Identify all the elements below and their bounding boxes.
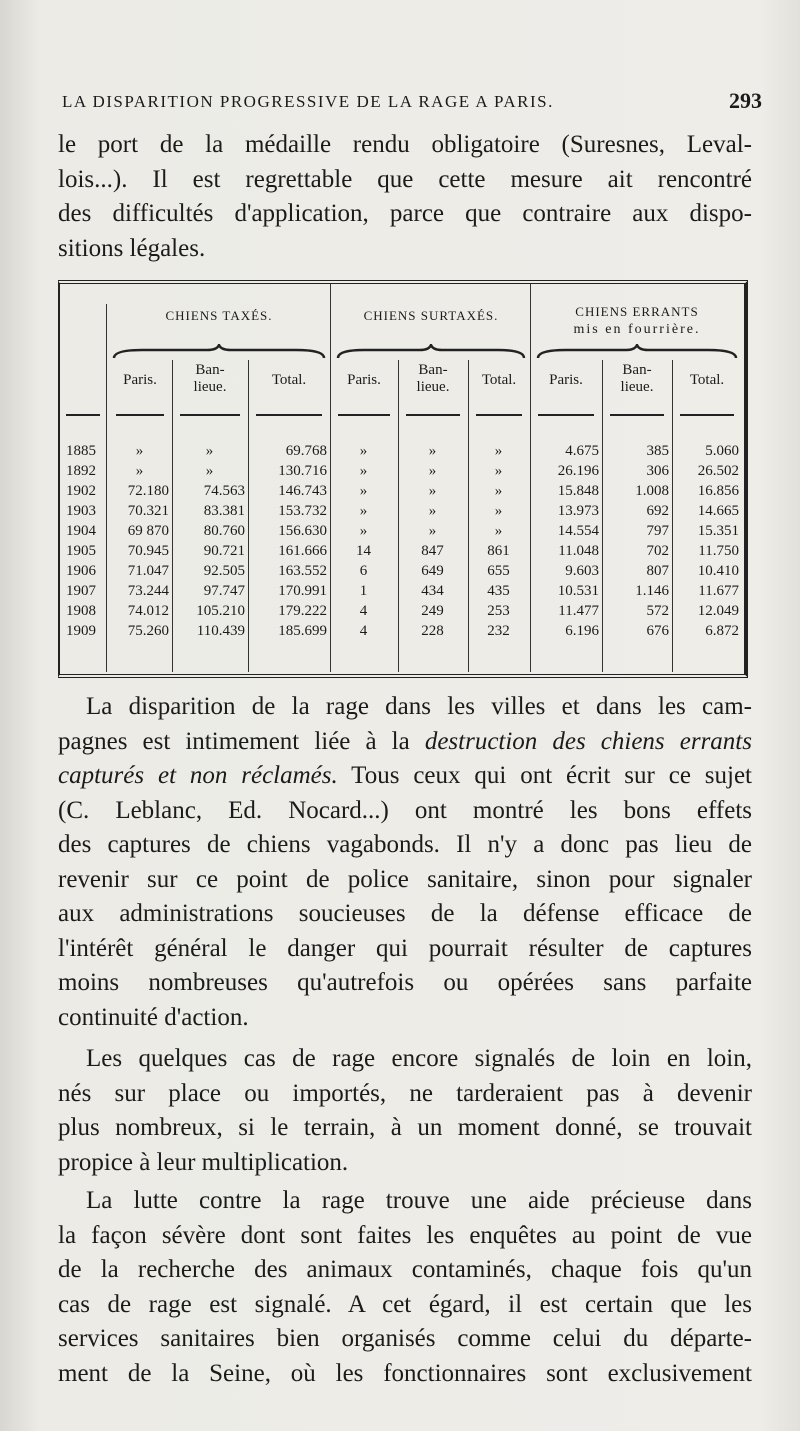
- data-cell: 14: [356, 543, 371, 559]
- data-cell: 847: [421, 543, 444, 559]
- text-line: le port de la médaille rendu obligatoire (Suresnes, Leval-: [58, 131, 752, 158]
- group-header-taxed: CHIENS TAXÉS.: [165, 308, 273, 323]
- text-line: [58, 725, 752, 760]
- data-cell: 83.381: [203, 503, 245, 519]
- paragraph-investigations: [58, 1184, 752, 1391]
- text-line: (C. Leblanc, Ed. Nocard...) ont montré les bons effets: [58, 796, 752, 824]
- data-cell: 676: [646, 623, 669, 639]
- data-cell: »: [359, 463, 368, 479]
- header-rule: [538, 414, 594, 416]
- text-run: Tous ceux qui ont écrit sur ce sujet: [337, 762, 753, 789]
- text-line: aux administrations soucieuses de la défense efficace de: [58, 900, 752, 927]
- data-cell: »: [359, 523, 368, 539]
- text-line: ment de la Seine, où les fonctionnaires sont exclusivement: [58, 1359, 752, 1387]
- data-cell: »: [494, 483, 503, 499]
- data-cell: »: [205, 443, 214, 459]
- data-cell: 4.675: [565, 443, 599, 459]
- text-line: moins nombreuses qu'autrefois ou opérées sans parfaite: [58, 969, 752, 996]
- data-cell: 306: [646, 463, 669, 479]
- data-cell: 655: [487, 563, 510, 579]
- text-line: sitions légales.: [58, 234, 206, 262]
- header-rule: [680, 414, 734, 416]
- data-cell: 1: [359, 583, 368, 599]
- data-cell: 232: [487, 623, 510, 639]
- text-line: la façon sévère dont sont faites les enquêtes au point de vue: [58, 1221, 752, 1249]
- text-line: services sanitaires bien organisés comme celui du départe-: [58, 1325, 752, 1352]
- year-cell: 1905: [66, 543, 96, 559]
- column-rule: [468, 360, 469, 672]
- header-rule: [610, 414, 664, 416]
- data-cell: 80.760: [203, 523, 245, 539]
- emphasis-text: destruction des chiens errants: [424, 727, 752, 755]
- data-cell: 572: [646, 603, 669, 619]
- data-cell: 434: [421, 583, 444, 599]
- text-line: revenir sur ce point de police sanitaire, sinon pour signaler: [58, 865, 752, 893]
- column-rule: [172, 360, 173, 672]
- column-header: Total.: [481, 372, 517, 388]
- group-header-stray: CHIENS ERRANTS: [575, 304, 699, 319]
- column-header: Total.: [271, 372, 307, 388]
- data-cell: 26.196: [557, 463, 599, 479]
- data-cell: »: [359, 483, 368, 499]
- header-rule: [180, 414, 240, 416]
- text-line: des captures de chiens vagabonds. Il n'y a donc pas lieu de: [58, 831, 752, 858]
- data-cell: 72.180: [127, 483, 169, 499]
- emphasis-text: capturés et non réclamés.: [58, 762, 338, 789]
- data-cell: 26.502: [697, 463, 739, 479]
- data-cell: 153.732: [278, 503, 327, 519]
- data-cell: 73.244: [127, 583, 169, 599]
- data-cell: 249: [421, 603, 444, 619]
- text-line: cas de rage est signalé. A cet égard, il est certain que les: [58, 1290, 752, 1318]
- column-header: Total.: [689, 372, 725, 388]
- data-cell: 130.716: [278, 463, 327, 479]
- data-cell: »: [135, 443, 144, 459]
- data-cell: 69 870: [127, 523, 169, 539]
- data-cell: 807: [646, 563, 669, 579]
- data-cell: 74.012: [127, 603, 169, 619]
- data-cell: 10.531: [557, 583, 599, 599]
- data-cell: 692: [646, 503, 669, 519]
- data-cell: 15.848: [557, 483, 599, 499]
- data-cell: »: [428, 443, 437, 459]
- data-cell: 156.630: [278, 523, 327, 539]
- data-cell: 70.945: [127, 543, 169, 559]
- data-cell: 1.008: [635, 483, 669, 499]
- year-cell: 1904: [66, 523, 96, 539]
- column-rule: [330, 284, 331, 672]
- data-cell: 385: [646, 443, 669, 459]
- data-cell: »: [359, 443, 368, 459]
- data-cell: »: [205, 463, 214, 479]
- data-cell: 163.552: [278, 563, 327, 579]
- dog-statistics-table: [58, 280, 748, 678]
- text-line: propice à leur multiplication.: [58, 1148, 349, 1176]
- text-line: nés sur place ou importés, ne tarderaient pas à devenir: [58, 1079, 752, 1107]
- data-cell: 70.321: [127, 503, 169, 519]
- column-header: Ban- lieue.: [620, 362, 654, 395]
- header-rule: [476, 414, 522, 416]
- year-cell: 1903: [66, 503, 96, 519]
- data-cell: 92.505: [203, 563, 245, 579]
- group-brace: [112, 344, 326, 360]
- column-rule: [530, 284, 531, 672]
- year-cell: 1906: [66, 563, 96, 579]
- year-cell: 1902: [66, 483, 96, 499]
- column-rule: [248, 360, 249, 672]
- header-rule: [116, 414, 164, 416]
- text-line: lois...). Il est regrettable que cette mesure ait rencontré: [58, 165, 752, 193]
- data-cell: 16.856: [697, 483, 739, 499]
- header-rule: [66, 414, 100, 416]
- intro-paragraph: [58, 128, 752, 266]
- data-cell: 4: [359, 603, 368, 619]
- data-cell: »: [494, 443, 503, 459]
- header-rule: [256, 414, 322, 416]
- text-line: de la recherche des animaux contaminés, chaque fois qu'un: [58, 1256, 752, 1283]
- data-cell: 185.699: [278, 623, 327, 639]
- paragraph-dog-captures: [58, 690, 752, 1035]
- data-cell: 110.439: [196, 623, 245, 639]
- data-cell: 6.196: [565, 623, 599, 639]
- data-cell: 146.743: [278, 483, 327, 499]
- data-cell: 97.747: [203, 583, 245, 599]
- text-line: La disparition de la rage dans les villes et dans les cam-: [86, 693, 752, 720]
- text-line: l'intérêt général le danger qui pourrait résulter de captures: [58, 934, 752, 962]
- running-title: LA DISPARITION PROGRESSIVE DE LA RAGE A PARIS.: [62, 92, 554, 111]
- column-header: Paris.: [347, 372, 381, 388]
- text-line: des difficultés d'application, parce que contraire aux dispo-: [58, 200, 752, 227]
- running-header: [62, 88, 762, 118]
- data-cell: 12.049: [697, 603, 739, 619]
- data-cell: 9.603: [565, 563, 599, 579]
- data-cell: 14.554: [557, 523, 599, 539]
- data-cell: 170.991: [278, 583, 327, 599]
- data-cell: 797: [646, 523, 669, 539]
- header-rule: [406, 414, 460, 416]
- data-cell: 90.721: [203, 543, 245, 559]
- data-cell: »: [494, 503, 503, 519]
- data-cell: 702: [646, 543, 669, 559]
- data-cell: »: [359, 503, 368, 519]
- data-cell: 228: [421, 623, 444, 639]
- page-number: 293: [729, 88, 762, 113]
- data-cell: 6: [359, 563, 368, 579]
- paragraph-rabies-cases: [58, 1042, 752, 1180]
- data-cell: 161.666: [278, 543, 327, 559]
- header-rule: [338, 414, 390, 416]
- group-brace: [336, 344, 526, 360]
- year-cell: 1907: [66, 583, 96, 599]
- column-header: Ban- lieue.: [416, 362, 450, 395]
- data-cell: »: [494, 463, 503, 479]
- column-rule: [672, 360, 673, 672]
- text-line: Les quelques cas de rage encore signalés de loin en loin,: [86, 1045, 752, 1072]
- data-cell: 4: [359, 623, 368, 639]
- data-cell: 10.410: [697, 563, 739, 579]
- group-header-surtaxed: CHIENS SURTAXÉS.: [363, 308, 499, 323]
- group-brace: [536, 344, 738, 360]
- data-cell: 861: [487, 543, 510, 559]
- data-cell: 5.060: [705, 443, 739, 459]
- data-cell: »: [428, 483, 437, 499]
- data-cell: »: [494, 523, 503, 539]
- column-rule: [602, 360, 603, 672]
- data-cell: 649: [421, 563, 444, 579]
- data-cell: 15.351: [697, 523, 739, 539]
- data-cell: 69.768: [285, 443, 327, 459]
- data-cell: 13.973: [557, 503, 599, 519]
- data-cell: 11.750: [698, 543, 739, 559]
- data-cell: 1.146: [635, 583, 669, 599]
- data-cell: 11.477: [558, 603, 599, 619]
- column-header: Paris.: [123, 372, 157, 388]
- text-line: plus nombreux, si le terrain, à un moment donné, se trouvait: [58, 1114, 752, 1141]
- year-cell: 1892: [66, 463, 96, 479]
- column-header: Paris.: [549, 372, 583, 388]
- text-line: La lutte contre la rage trouve une aide précieuse dans: [86, 1187, 752, 1214]
- data-cell: »: [428, 503, 437, 519]
- group-subheader-stray: mis en fourrière.: [573, 322, 701, 337]
- column-rule: [398, 360, 399, 672]
- data-cell: »: [135, 463, 144, 479]
- data-cell: 435: [487, 583, 510, 599]
- data-cell: 179.222: [278, 603, 327, 619]
- year-cell: 1908: [66, 603, 96, 619]
- data-cell: 71.047: [127, 563, 169, 579]
- data-cell: 14.665: [697, 503, 739, 519]
- data-cell: 6.872: [705, 623, 739, 639]
- text-line: [58, 759, 752, 794]
- column-header: Ban- lieue.: [193, 362, 227, 395]
- data-cell: 74.563: [203, 483, 245, 499]
- data-cell: 11.048: [558, 543, 599, 559]
- year-cell: 1909: [66, 623, 96, 639]
- data-cell: 253: [487, 603, 510, 619]
- data-cell: 105.210: [196, 603, 245, 619]
- data-cell: »: [428, 463, 437, 479]
- year-cell: 1885: [66, 443, 96, 459]
- data-cell: 75.260: [127, 623, 169, 639]
- data-cell: »: [428, 523, 437, 539]
- data-cell: 11.677: [698, 583, 739, 599]
- text-line: continuité d'action.: [58, 1003, 249, 1031]
- text-run: pagnes est intimement liée à la: [58, 727, 425, 755]
